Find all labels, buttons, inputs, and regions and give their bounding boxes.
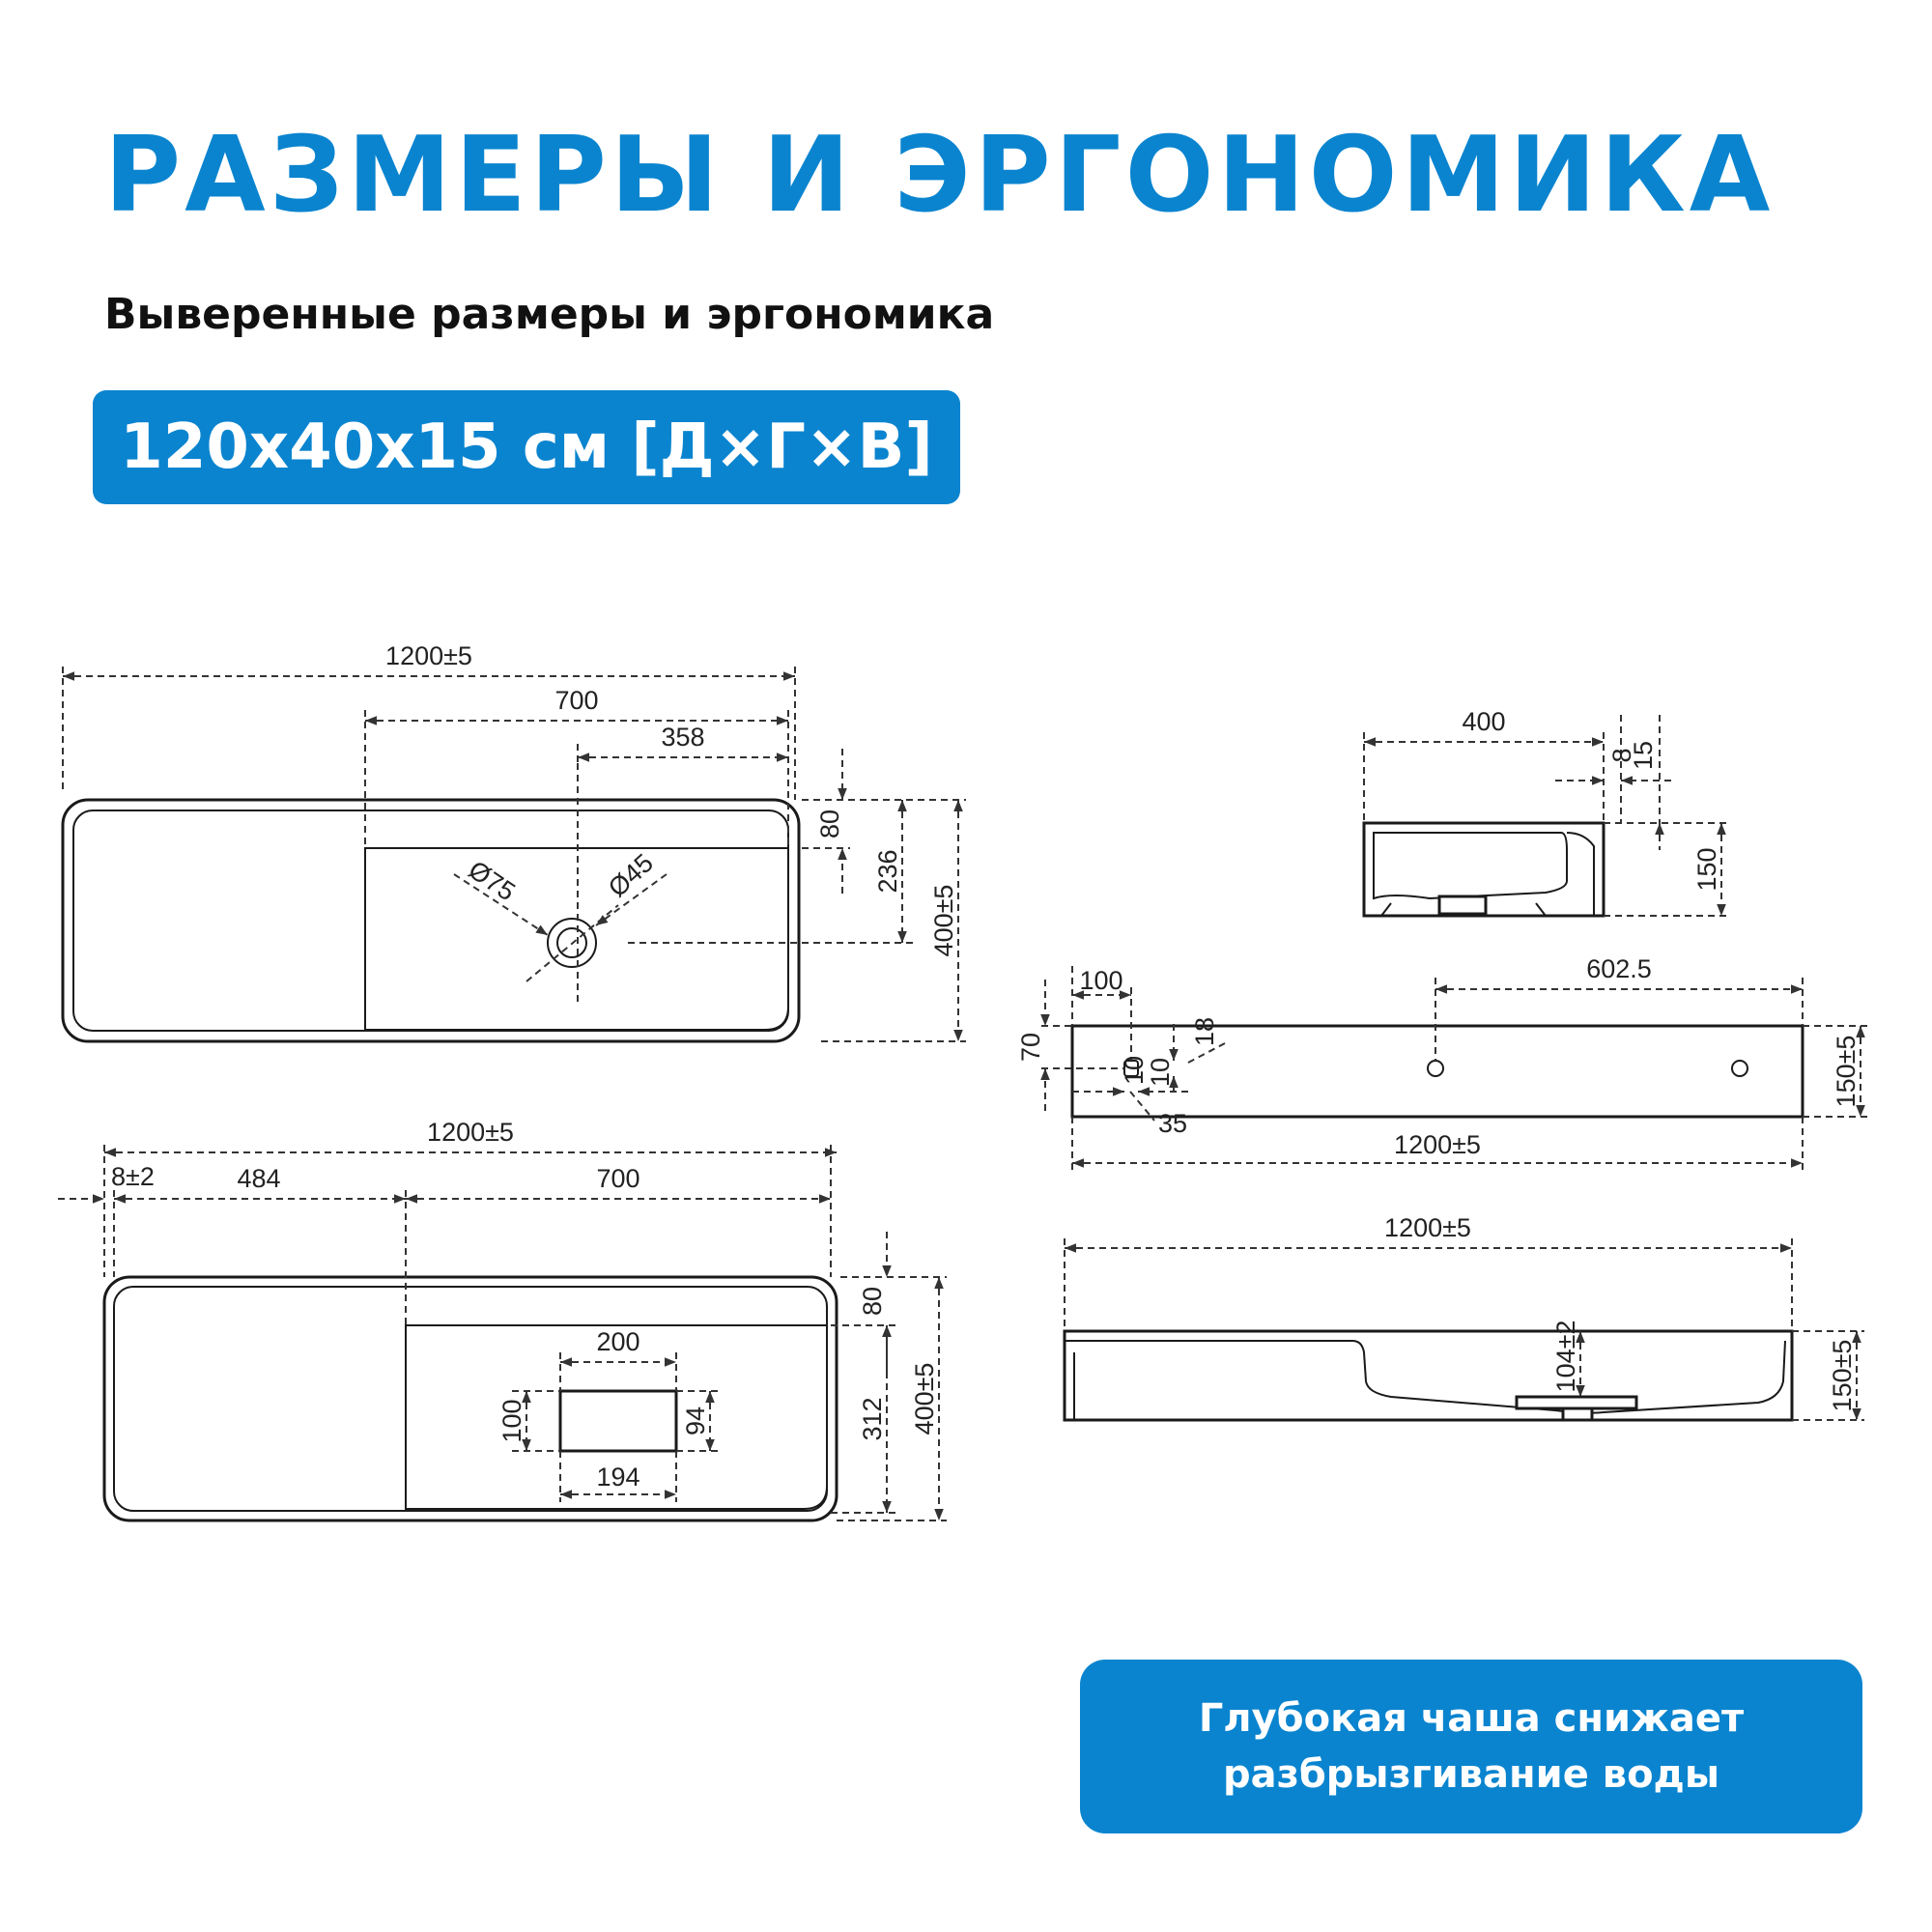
- dim-bowl: 700: [596, 1164, 640, 1193]
- dim-wall-b: 15: [1629, 740, 1658, 771]
- dim-hole-spacing: 602.5: [1586, 954, 1652, 983]
- dim-rim: 80: [858, 1286, 887, 1317]
- dim-hole-a: 18: [1190, 1016, 1219, 1047]
- section-view-drain: [1517, 1397, 1636, 1408]
- side-view-drain: [1439, 896, 1486, 914]
- top-view-2-outline: [104, 1277, 837, 1520]
- dim-hole-height: 70: [1016, 1032, 1045, 1063]
- side-view-inner: [1374, 833, 1567, 898]
- dim-drain-bottom: 194: [596, 1463, 640, 1492]
- feature-note-line-1: Глубокая чаша снижает: [1198, 1696, 1745, 1741]
- dim-inner-diameter: Ø45: [602, 848, 659, 903]
- dim-gap: 8±2: [111, 1162, 155, 1191]
- top-view-1-outline: [63, 800, 799, 1041]
- dim-bowl-depth: 104±2: [1551, 1320, 1580, 1393]
- dim-hole-c: 10: [1146, 1057, 1175, 1088]
- dim-hole-d: 35: [1157, 1109, 1188, 1138]
- dim-rim: 80: [815, 809, 844, 839]
- dim-drain-left: 100: [497, 1399, 526, 1443]
- dim-drain-top: 200: [596, 1327, 640, 1356]
- top-view-2: [58, 1118, 947, 1520]
- dim-drain-front: 236: [873, 849, 902, 894]
- back-view: [1016, 954, 1869, 1171]
- dim-height: 150±5: [1832, 1035, 1861, 1108]
- page-subtitle: Выверенные размеры и эргономика: [104, 290, 995, 339]
- dim-depth: 400: [1462, 707, 1506, 736]
- feature-note-line-2: разбрызгивание воды: [1222, 1752, 1720, 1797]
- hole-right: [1732, 1061, 1747, 1076]
- dim-height: 150±5: [1828, 1339, 1857, 1412]
- dim-depth: 400±5: [910, 1362, 939, 1435]
- dim-length: 1200±5: [427, 1118, 514, 1147]
- hole-left: [1428, 1061, 1443, 1076]
- dim-deck: 484: [237, 1164, 281, 1193]
- dim-length: 1200±5: [1384, 1213, 1471, 1242]
- top-view-1-inner-outline: [73, 810, 788, 1031]
- dim-drain-right: 94: [681, 1406, 710, 1436]
- section-view-drain-pipe: [1563, 1408, 1592, 1420]
- dim-length: 1200±5: [385, 641, 472, 670]
- section-view-profile: [1065, 1341, 1785, 1413]
- dim-outer-diameter: Ø75: [463, 855, 521, 907]
- side-view: [1364, 707, 1729, 916]
- drain-leader-diagonal: [526, 905, 618, 981]
- top-view-1: [63, 641, 966, 1041]
- dim-to-front: 312: [858, 1397, 887, 1441]
- section-view: [1065, 1213, 1864, 1420]
- dim-wall-a: 8: [1607, 748, 1636, 763]
- dim-drain-offset: 358: [661, 723, 705, 752]
- dim-length: 1200±5: [1394, 1130, 1481, 1159]
- back-view-outline: [1072, 1026, 1803, 1117]
- dim-height: 150: [1692, 847, 1721, 892]
- side-view-foot: [1536, 903, 1546, 916]
- dim-bowl: 700: [554, 686, 599, 715]
- dim-depth: 400±5: [929, 884, 958, 957]
- size-badge: 120x40x15 см [Д×Г×В]: [93, 390, 960, 504]
- rectangular-drain: [560, 1391, 676, 1451]
- page-title: РАЗМЕРЫ И ЭРГОНОМИКА: [104, 115, 1775, 236]
- dim-edge-offset: 100: [1079, 966, 1123, 995]
- feature-note: [1080, 1660, 1862, 1833]
- side-view-wall: [1567, 833, 1594, 916]
- top-view-2-inner-outline: [114, 1287, 827, 1511]
- dim-hole-b: 10: [1120, 1055, 1149, 1086]
- side-view-foot: [1381, 903, 1391, 916]
